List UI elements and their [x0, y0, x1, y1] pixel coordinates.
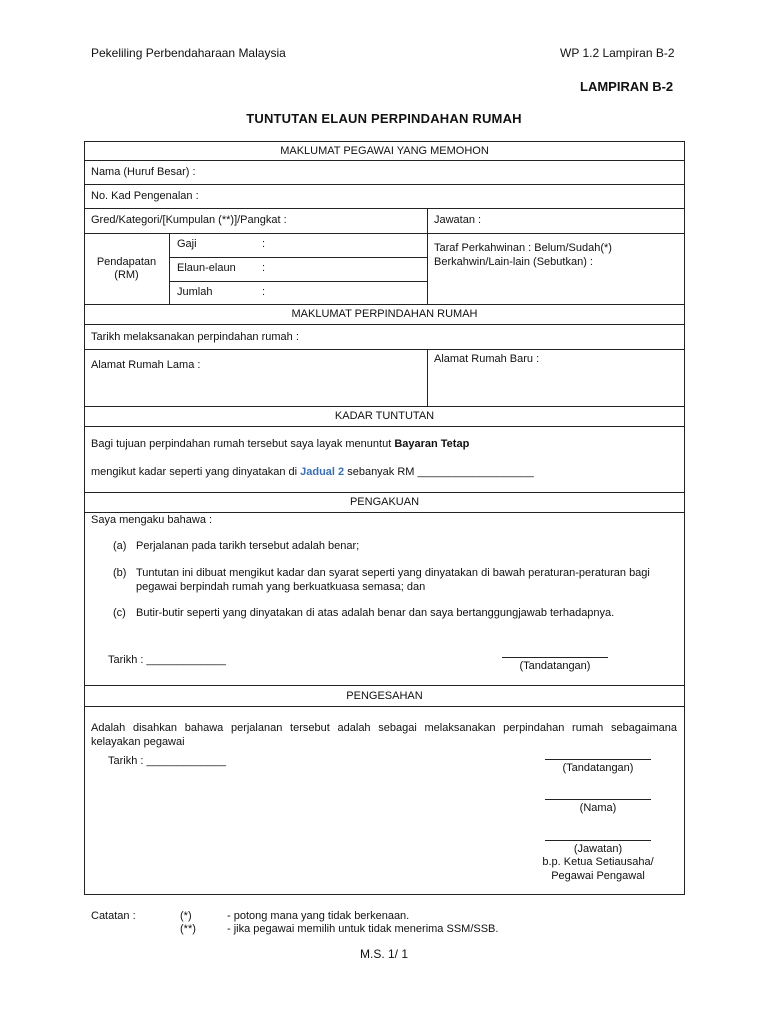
item-label: (c): [113, 607, 126, 619]
section-heading-kadar: KADAR TUNTUTAN: [334, 410, 435, 422]
divider: [84, 685, 685, 686]
jumlah-label: Jumlah: [177, 286, 213, 298]
item-label: (b): [113, 567, 127, 579]
divider: [84, 512, 685, 513]
divider: [84, 426, 685, 427]
bayaran-tetap: Bayaran Tetap: [394, 438, 470, 450]
bp-ketua-setiausaha: b.p. Ketua Setiausaha/: [542, 856, 654, 868]
gaji-label: Gaji: [177, 238, 197, 250]
divider: [84, 233, 685, 234]
pengakuan-tandatangan[interactable]: (Tandatangan): [519, 660, 591, 672]
elaun-colon: :: [262, 262, 266, 274]
section-heading-pengesahan: PENGESAHAN: [346, 690, 423, 702]
section-heading-perpindahan: MAKLUMAT PERPINDAHAN RUMAH: [291, 308, 478, 320]
item-text: pegawai berpindah rumah yang berkuatkuasa semasa; dan: [136, 581, 426, 593]
pendapatan-label: Pendapatan: [96, 256, 157, 268]
item-text: Tuntutan ini dibuat mengikut kadar dan syarat seperti yang dinyatakan di bawah peraturan-peraturan bagi: [136, 567, 650, 579]
page-number: M.S. 1/ 1: [359, 947, 409, 961]
signature-line: [502, 657, 608, 658]
kadar-line-2: [91, 466, 534, 478]
jadual-2-link[interactable]: Jadual 2: [300, 466, 345, 478]
header-publisher: Pekeliling Perbendaharaan Malaysia: [91, 46, 286, 60]
elaun-label: Elaun-elaun: [177, 262, 236, 274]
kad-pengenalan-field[interactable]: No. Kad Pengenalan :: [91, 190, 199, 202]
pengesahan-tarikh-field[interactable]: Tarikh : _____________: [108, 755, 227, 767]
section-heading-pengakuan: PENGAKUAN: [349, 496, 420, 508]
rm-amount-field[interactable]: sebanyak RM ___________________: [344, 466, 534, 478]
alamat-baru-field[interactable]: Alamat Rumah Baru :: [434, 353, 540, 365]
header-reference: WP 1.2 Lampiran B-2: [560, 46, 675, 60]
form-title: TUNTUTAN ELAUN PERPINDAHAN RUMAH: [246, 111, 522, 126]
divider: [169, 233, 170, 304]
signature-line: [545, 759, 651, 760]
divider: [84, 324, 685, 325]
gred-field[interactable]: Gred/Kategori/[Kumpulan (**)]/Pangkat :: [91, 214, 287, 226]
pengesahan-tandatangan[interactable]: (Tandatangan): [562, 762, 634, 774]
section-heading-pegawai: MAKLUMAT PEGAWAI YANG MEMOHON: [280, 145, 489, 157]
gaji-colon: :: [262, 238, 266, 250]
catatan-text-1: - potong mana yang tidak berkenaan.: [227, 910, 410, 922]
kadar-line-1: [91, 438, 469, 450]
divider: [169, 257, 427, 258]
taraf-perkahwinan-label[interactable]: Taraf Perkahwinan : Belum/Sudah(*): [434, 242, 612, 254]
catatan-label: Catatan :: [91, 910, 136, 922]
divider: [84, 160, 685, 161]
divider: [84, 349, 685, 350]
kadar-text: mengikut kadar seperti yang dinyatakan di: [91, 466, 301, 478]
rm-label: (RM): [114, 269, 139, 281]
pegawai-pengawal: Pegawai Pengawal: [551, 870, 645, 882]
jawatan-line: [545, 840, 651, 841]
taraf-perkahwinan-label-2: Berkahwin/Lain-lain (Sebutkan) :: [434, 256, 593, 268]
nama-field[interactable]: Nama (Huruf Besar) :: [91, 166, 196, 178]
divider: [84, 208, 685, 209]
tarikh-perpindahan-field[interactable]: Tarikh melaksanakan perpindahan rumah :: [91, 331, 299, 343]
catatan-mark-1: (*): [180, 910, 192, 922]
item-label: (a): [113, 540, 127, 552]
catatan-mark-2: (**): [180, 923, 196, 935]
divider: [427, 349, 428, 406]
pengakuan-intro: Saya mengaku bahawa :: [91, 514, 213, 526]
kadar-text: Bagi tujuan perpindahan rumah tersebut saya layak menuntut: [91, 438, 395, 450]
jawatan-field[interactable]: Jawatan :: [434, 214, 482, 226]
item-text: Perjalanan pada tarikh tersebut adalah benar;: [136, 540, 360, 552]
alamat-lama-field[interactable]: Alamat Rumah Lama :: [91, 359, 201, 371]
jumlah-colon: :: [262, 286, 266, 298]
pengesahan-nama[interactable]: (Nama): [579, 802, 617, 814]
divider: [84, 304, 685, 305]
divider: [427, 208, 428, 304]
pengakuan-tarikh-field[interactable]: Tarikh : _____________: [108, 654, 227, 666]
pengesahan-jawatan[interactable]: (Jawatan): [573, 843, 623, 855]
lampiran-label: LAMPIRAN B-2: [580, 79, 674, 94]
divider: [84, 406, 685, 407]
divider: [84, 184, 685, 185]
catatan-text-2: - jika pegawai memilih untuk tidak menerima SSM/SSB.: [227, 923, 499, 935]
item-text: Butir-butir seperti yang dinyatakan di atas adalah benar dan saya bertanggungjawab terhadapnya.: [136, 607, 615, 619]
divider: [84, 706, 685, 707]
divider: [84, 492, 685, 493]
nama-line: [545, 799, 651, 800]
pengesahan-text: Adalah disahkan bahawa perjalanan tersebut adalah sebagai melaksanakan perpindahan rumah sebagaimana kelayakan pegawai: [91, 722, 677, 748]
divider: [169, 281, 427, 282]
